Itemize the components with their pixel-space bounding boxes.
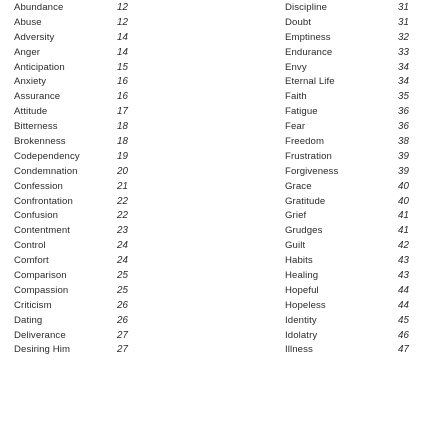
index-term: Comfort <box>14 255 49 267</box>
index-term: Doubt <box>285 16 312 28</box>
page-number: 31 <box>398 16 410 28</box>
index-term: Idolatry <box>285 329 318 341</box>
index-term: Anxiety <box>14 76 47 88</box>
page-number: 34 <box>398 61 410 73</box>
page-number: 20 <box>117 165 129 177</box>
page-number: 14 <box>117 46 129 58</box>
page-number: 14 <box>117 31 129 43</box>
page-number: 24 <box>117 240 129 252</box>
index-term: Endurance <box>285 46 333 58</box>
page-number: 25 <box>117 270 129 282</box>
index-term: Eternal Life <box>285 76 335 88</box>
page-number: 39 <box>398 150 410 162</box>
index-term: Control <box>14 240 46 252</box>
page-number: 42 <box>398 240 410 252</box>
index-term: Assurance <box>14 91 61 103</box>
index-term: Gratitude <box>285 195 326 207</box>
page-number: 36 <box>398 121 410 133</box>
page-number: 34 <box>398 76 410 88</box>
index-term: Brokenness <box>14 136 66 148</box>
page-number: 47 <box>398 344 410 356</box>
index-term: Freedom <box>285 136 325 148</box>
index-term: Abuse <box>14 16 42 28</box>
index-term: Emptiness <box>285 31 331 43</box>
page-number: 24 <box>117 255 129 267</box>
index-term: Dating <box>14 314 43 326</box>
index-term: Hopeful <box>285 284 319 296</box>
page-number: 12 <box>117 16 129 28</box>
index-term: Codependency <box>14 150 80 162</box>
right-page-number-column <box>398 1 422 358</box>
right-topic-column <box>285 1 338 358</box>
index-term: Confusion <box>14 210 59 222</box>
page-number: 22 <box>117 210 129 222</box>
index-term: Identity <box>285 314 317 326</box>
index-term: Bitterness <box>14 121 58 133</box>
index-term: Fatigue <box>285 106 318 118</box>
page-number: 44 <box>398 299 410 311</box>
index-term: Hopeless <box>285 299 326 311</box>
page-number: 44 <box>398 284 410 296</box>
page-number: 23 <box>117 225 129 237</box>
page-number: 26 <box>117 314 129 326</box>
page-number: 18 <box>117 136 129 148</box>
page-number: 45 <box>398 314 410 326</box>
page-number: 41 <box>398 210 410 222</box>
page-number: 17 <box>117 106 129 118</box>
index-term: Illness <box>285 344 313 356</box>
page-number: 43 <box>398 255 410 267</box>
page-number: 43 <box>398 270 410 282</box>
page-number: 26 <box>117 299 129 311</box>
page-number: 46 <box>398 329 410 341</box>
page-number: 38 <box>398 136 410 148</box>
page-number: 27 <box>117 344 129 356</box>
page-number: 21 <box>117 180 129 192</box>
page-number: 27 <box>117 329 129 341</box>
index-term: Forgiveness <box>285 165 339 177</box>
page-number: 40 <box>398 180 410 192</box>
index-term: Envy <box>285 61 307 73</box>
index-term: Confrontation <box>14 195 73 207</box>
index-term: Desiring Him <box>14 344 71 356</box>
page-number: 35 <box>398 91 410 103</box>
page-number: 22 <box>117 195 129 207</box>
index-term: Compassion <box>14 284 69 296</box>
index-term: Deliverance <box>14 329 66 341</box>
index-term: Guilt <box>285 240 306 252</box>
page-number: 33 <box>398 46 410 58</box>
index-term: Anger <box>14 46 41 58</box>
page-number: 19 <box>117 150 129 162</box>
page-number: 31 <box>398 2 410 13</box>
index-term: Attitude <box>14 106 48 118</box>
page-number: 36 <box>398 106 410 118</box>
index-term: Healing <box>285 270 319 282</box>
page-number: 16 <box>117 76 129 88</box>
left-page-number-column <box>117 1 141 358</box>
index-term: Anticipation <box>14 61 65 73</box>
index-term: Habits <box>285 255 313 267</box>
index-term: Fear <box>285 121 306 133</box>
index-term: Grudges <box>285 225 323 237</box>
index-term: Grace <box>285 180 312 192</box>
index-term: Abundance <box>14 2 64 13</box>
page-number: 39 <box>398 165 410 177</box>
index-term: Comparison <box>14 270 67 282</box>
index-term: Condemnation <box>14 165 78 177</box>
left-topic-column <box>14 1 80 358</box>
page-number: 40 <box>398 195 410 207</box>
index-term: Contentment <box>14 225 71 237</box>
index-term: Faith <box>285 91 307 103</box>
page-number: 16 <box>117 91 129 103</box>
index-term: Adversity <box>14 31 55 43</box>
index-term: Discipline <box>285 2 328 13</box>
index-term: Confession <box>14 180 63 192</box>
page-number: 15 <box>117 61 129 73</box>
page-number: 12 <box>117 2 129 13</box>
index-term: Criticism <box>14 299 52 311</box>
page-number: 25 <box>117 284 129 296</box>
index-term: Frustration <box>285 150 332 162</box>
page-number: 18 <box>117 121 129 133</box>
page-number: 41 <box>398 225 410 237</box>
page-number: 32 <box>398 31 410 43</box>
index-term: Grief <box>285 210 307 222</box>
